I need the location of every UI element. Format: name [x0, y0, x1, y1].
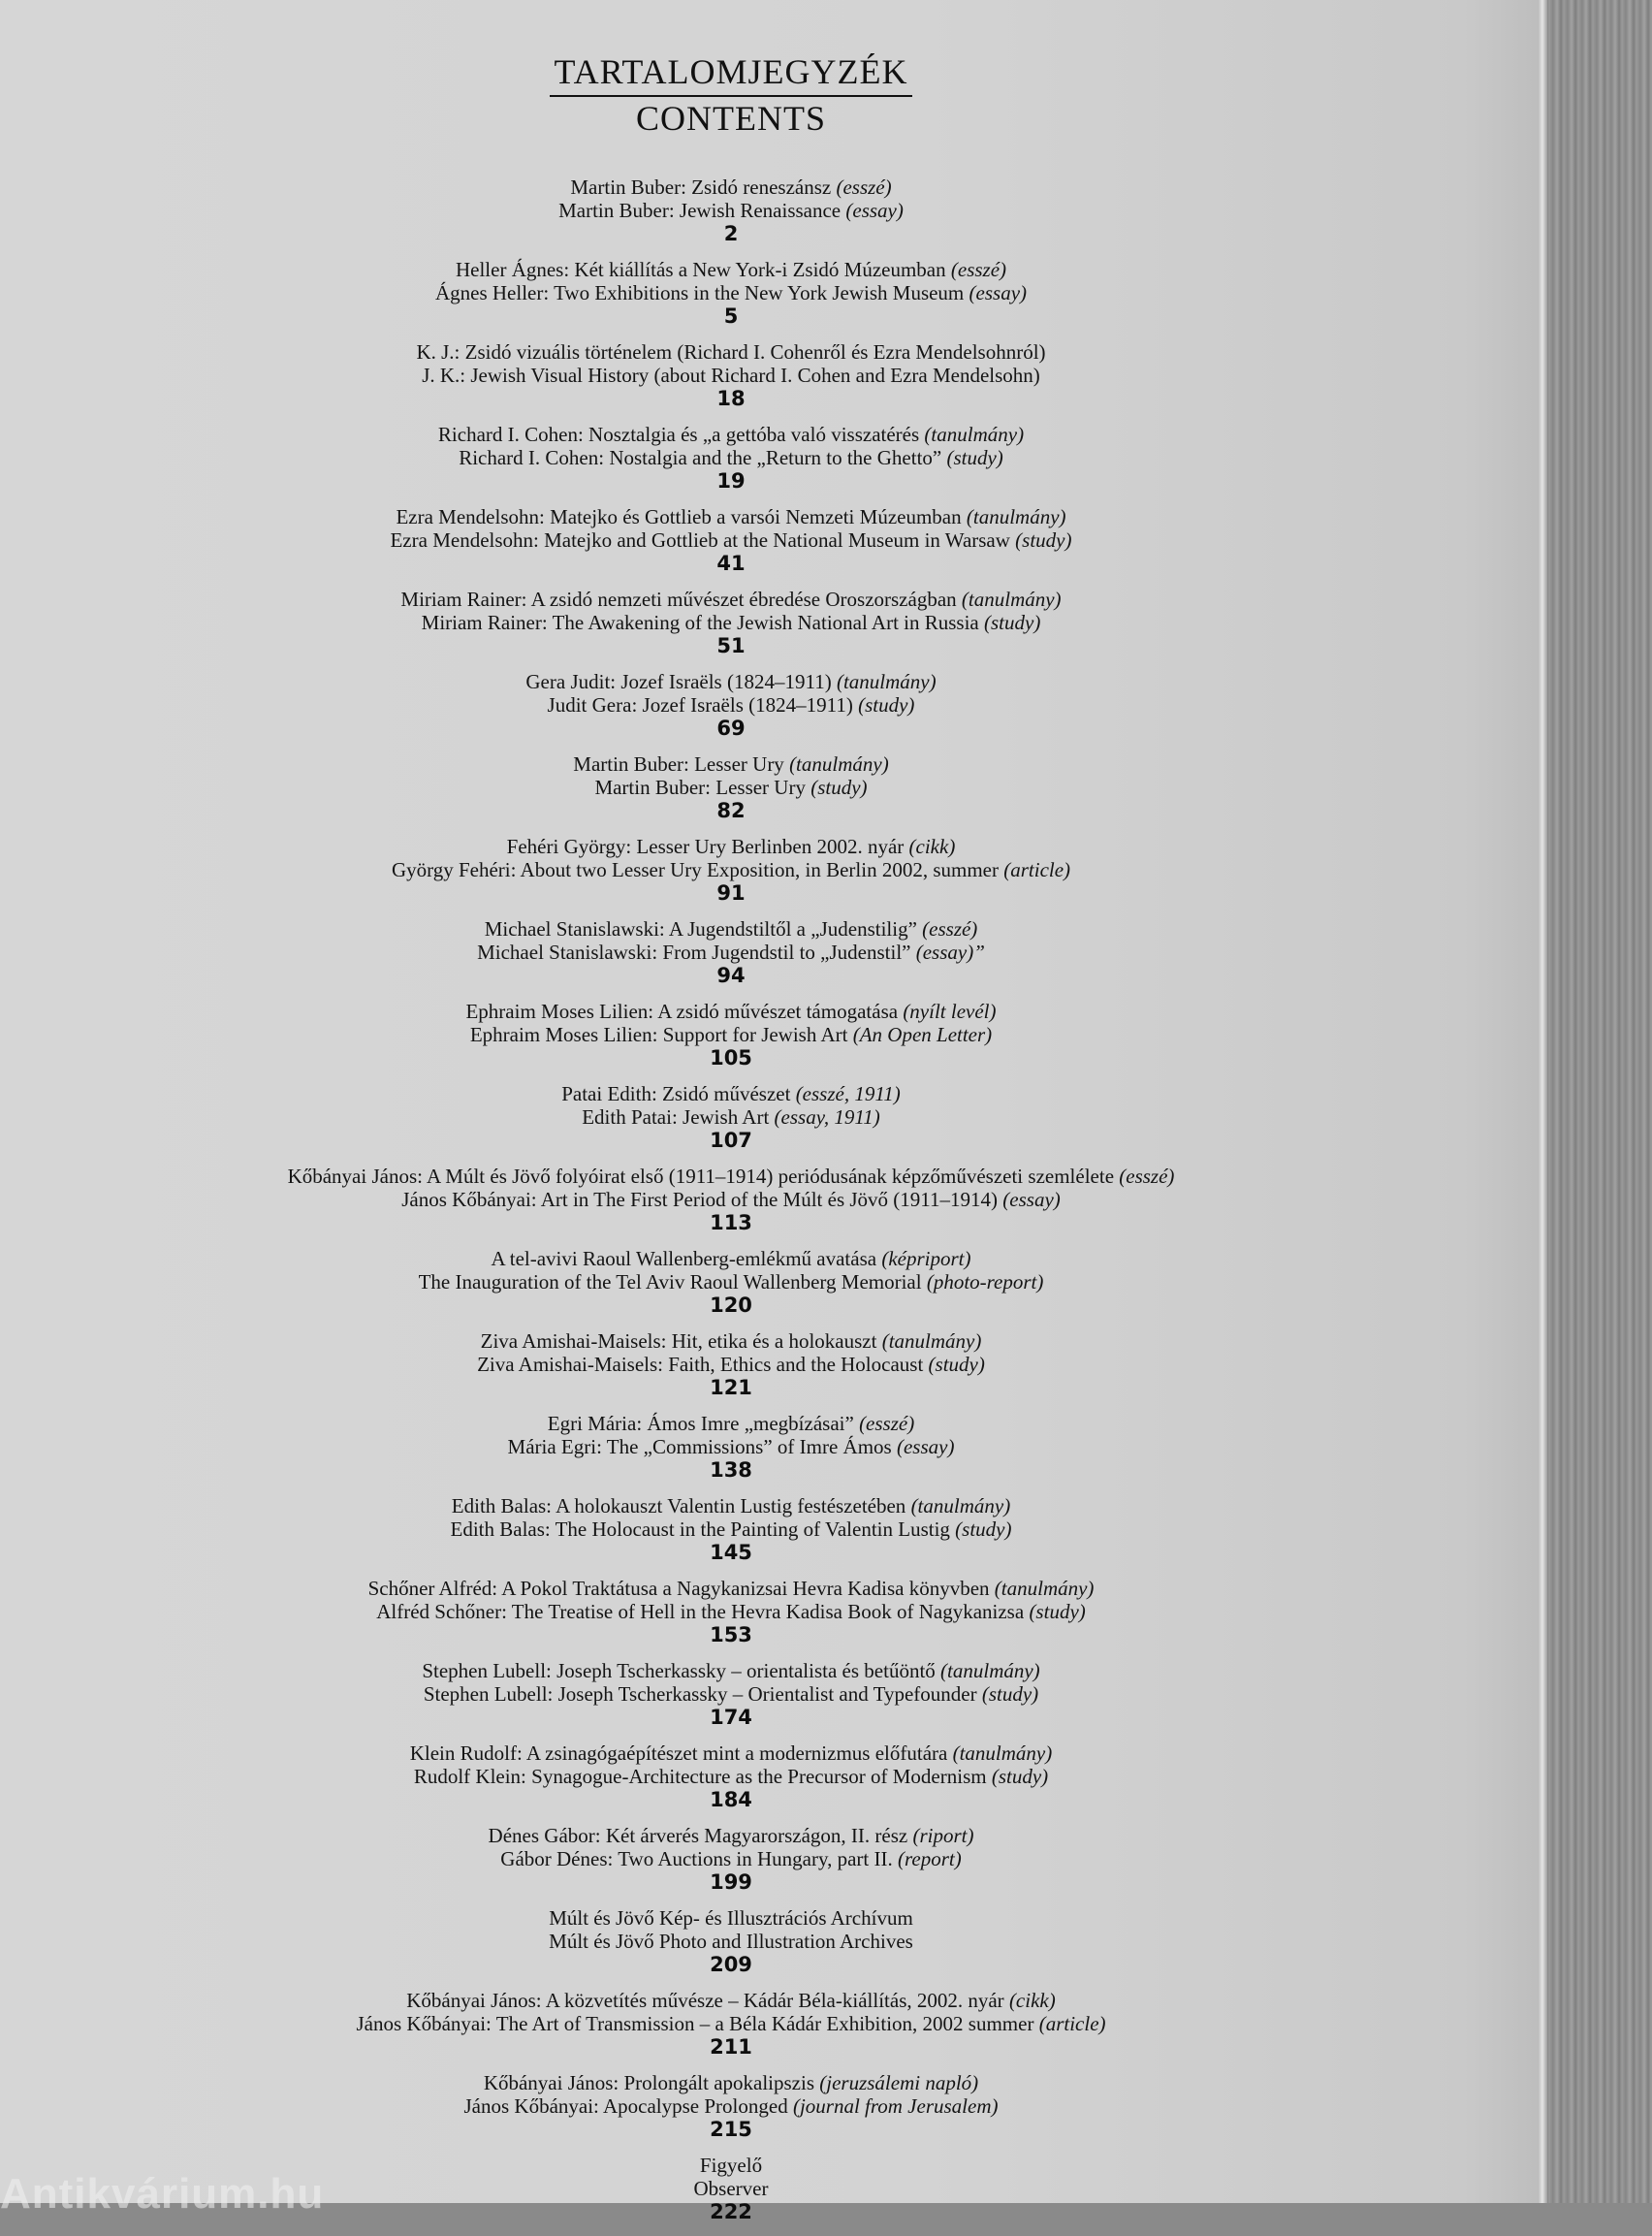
toc-page-number: 19: [716, 469, 746, 493]
toc-entry: [0, 423, 1462, 493]
toc-title-hu: [0, 1989, 1462, 2012]
toc-title-hu: [0, 1000, 1462, 1023]
toc-type-note: (tanulmány): [836, 670, 937, 693]
toc-page-number: 5: [723, 304, 739, 328]
toc-type-note: (study): [858, 693, 915, 717]
toc-title-text: Schőner Alfréd: A Pokol Traktátusa a Nagykanizsai Hevra Kadisa könyvben: [367, 1577, 990, 1600]
desk-background: [1532, 0, 1652, 2203]
toc-title-text: Gera Judit: Jozef Israëls (1824–1911): [525, 670, 832, 693]
toc-title-hu: [0, 1247, 1462, 1270]
toc-type-note: (study): [810, 776, 868, 799]
toc-page-number: 184: [710, 1788, 752, 1811]
toc-title-text: Múlt és Jövő Photo and Illustration Archives: [549, 1930, 913, 1953]
toc-title-text: Patai Edith: Zsidó művészet: [561, 1082, 791, 1105]
toc-page-number: 105: [710, 1046, 752, 1070]
toc-type-note: (study): [991, 1765, 1049, 1788]
toc-page-number: 121: [710, 1376, 752, 1399]
toc-type-note: (esszé, 1911): [795, 1082, 901, 1105]
toc-title-text: Ezra Mendelsohn: Matejko and Gottlieb at the National Museum in Warsaw: [390, 528, 1010, 552]
toc-title-text: Figyelő: [699, 2154, 763, 2177]
toc-title-text: Judit Gera: Jozef Israëls (1824–1911): [547, 693, 853, 717]
toc-entry: [0, 917, 1462, 987]
toc-page-number: 211: [710, 2035, 752, 2059]
toc-title-en: [0, 2012, 1462, 2035]
toc-title-text: Edith Balas: The Holocaust in the Painting of Valentin Lustig: [450, 1517, 950, 1541]
toc-title-text: Richard I. Cohen: Nostalgia and the „Return to the Ghetto”: [459, 446, 942, 469]
toc-entry: [0, 1082, 1462, 1152]
toc-type-note: (An Open Letter): [852, 1023, 993, 1046]
toc-title-text: Miriam Rainer: A zsidó nemzeti művészet ébredése Oroszországban: [400, 588, 957, 611]
toc-title-text: Alfréd Schőner: The Treatise of Hell in the Hevra Kadisa Book of Nagykanizsa: [376, 1600, 1025, 1623]
toc-title-hu: [0, 1165, 1462, 1188]
toc-type-note: (report): [897, 1847, 962, 1870]
toc-title-en: [0, 1353, 1462, 1376]
toc-page-number: 107: [710, 1129, 752, 1152]
toc-title-text: Michael Stanislawski: A Jugendstiltől a „Judenstilig”: [484, 917, 917, 941]
toc-page-number: 51: [716, 634, 746, 657]
toc-entry: [0, 1577, 1462, 1646]
toc-title-en: [0, 858, 1462, 881]
toc-entry: [0, 2071, 1462, 2141]
toc-title-text: Rudolf Klein: Synagogue-Architecture as the Precursor of Modernism: [413, 1765, 987, 1788]
toc-title-hu: [0, 1577, 1462, 1600]
toc-type-note: (tanulmány): [924, 423, 1025, 446]
toc-title-hu: [0, 1412, 1462, 1435]
toc-page-number: 69: [716, 717, 746, 740]
toc-title-en: [0, 1847, 1462, 1870]
toc-title-en: [0, 281, 1462, 304]
toc-title-hu: [0, 2071, 1462, 2094]
toc-title-hu: [0, 1659, 1462, 1682]
toc-entry: [0, 1659, 1462, 1729]
toc-type-note: (tanulmány): [952, 1741, 1053, 1765]
toc-title-text: János Kőbányai: The Art of Transmission – a Béla Kádár Exhibition, 2002 summer: [356, 2012, 1034, 2035]
toc-title-text: Gábor Dénes: Two Auctions in Hungary, part II.: [500, 1847, 893, 1870]
toc-title-en: [0, 941, 1462, 964]
toc-title-hu: [0, 588, 1462, 611]
toc-type-note: (article): [1003, 858, 1071, 881]
toc-title-text: Kőbányai János: A közvetítés művésze – Kádár Béla-kiállítás, 2002. nyár: [406, 1989, 1004, 2012]
toc-title-hu: [0, 1741, 1462, 1765]
toc-title-text: Stephen Lubell: Joseph Tscherkassky – orientalista és betűöntő: [422, 1659, 936, 1682]
toc-title-hu: [0, 670, 1462, 693]
toc-type-note: (esszé): [836, 176, 892, 199]
toc-title-en: [0, 1105, 1462, 1129]
toc-type-note: (cikk): [908, 835, 956, 858]
toc-title-text: Ezra Mendelsohn: Matejko és Gottlieb a varsói Nemzeti Múzeumban: [396, 505, 962, 528]
toc-title-text: Ephraim Moses Lilien: A zsidó művészet támogatása: [465, 1000, 899, 1023]
toc-title-en: [0, 364, 1462, 387]
contents-heading: [0, 50, 1462, 140]
toc-entry: [0, 1989, 1462, 2059]
toc-title-hu: [0, 1329, 1462, 1353]
toc-entry: [0, 340, 1462, 410]
title-hungarian: TARTALOMJEGYZÉK: [550, 50, 911, 97]
toc-type-note: (esszé): [950, 258, 1007, 281]
toc-title-text: János Kőbányai: Apocalypse Prolonged: [463, 2094, 788, 2118]
toc-title-hu: [0, 258, 1462, 281]
toc-page-number: 138: [710, 1458, 752, 1482]
toc-type-note: (study): [981, 1682, 1039, 1706]
toc-title-text: K. J.: Zsidó vizuális történelem (Richard I. Cohenről és Ezra Mendelsohnról): [416, 340, 1046, 364]
toc-page-number: 145: [710, 1541, 752, 1564]
toc-type-note: (study): [928, 1353, 985, 1376]
toc-title-en: [0, 611, 1462, 634]
toc-type-note: (tanulmány): [940, 1659, 1040, 1682]
toc-page-number: 215: [710, 2118, 752, 2141]
toc-page-number: 174: [710, 1706, 752, 1729]
toc-title-en: [0, 1188, 1462, 1211]
toc-title-text: Fehéri György: Lesser Ury Berlinben 2002. nyár: [506, 835, 905, 858]
toc-title-text: Heller Ágnes: Két kiállítás a New York-i Zsidó Múzeumban: [455, 258, 946, 281]
toc-page-number: 82: [716, 799, 746, 822]
toc-title-text: Martin Buber: Zsidó reneszánsz: [570, 176, 832, 199]
toc-title-text: Miriam Rainer: The Awakening of the Jewish National Art in Russia: [421, 611, 979, 634]
toc-title-text: Michael Stanislawski: From Jugendstil to „Judenstil”: [477, 941, 911, 964]
toc-title-text: Mária Egri: The „Commissions” of Imre Ámos: [507, 1435, 892, 1458]
toc-title-text: Ziva Amishai-Maisels: Hit, etika és a holokauszt: [480, 1329, 877, 1353]
toc-type-note: (esszé): [922, 917, 978, 941]
toc-title-text: A tel-avivi Raoul Wallenberg-emlékmű avatása: [491, 1247, 877, 1270]
toc-type-note: (esszé): [859, 1412, 915, 1435]
toc-entry: [0, 1824, 1462, 1894]
toc-type-note: (essay): [845, 199, 904, 222]
toc-entry: [0, 176, 1462, 245]
toc-title-hu: [0, 505, 1462, 528]
toc-title-text: Ephraim Moses Lilien: Support for Jewish Art: [469, 1023, 848, 1046]
toc-type-note: (study): [1015, 528, 1072, 552]
toc-type-note: (tanulmány): [966, 505, 1066, 528]
toc-title-en: [0, 446, 1462, 469]
toc-title-text: Martin Buber: Lesser Ury: [594, 776, 806, 799]
toc-title-hu: [0, 176, 1462, 199]
toc-page-number: 91: [716, 881, 746, 905]
toc-entry: [0, 835, 1462, 905]
toc-title-text: Kőbányai János: A Múlt és Jövő folyóirat első (1911–1914) periódusának képzőművészeti szemlélete: [287, 1165, 1115, 1188]
toc-page-number: 153: [710, 1623, 752, 1646]
toc-title-hu: [0, 917, 1462, 941]
toc-page-number: 94: [716, 964, 746, 987]
toc-page-number: 199: [710, 1870, 752, 1894]
toc-title-text: Múlt és Jövő Kép- és Illusztrációs Archívum: [549, 1906, 913, 1930]
toc-entry: [0, 1329, 1462, 1399]
toc-entry: [0, 1000, 1462, 1070]
toc-entry: [0, 258, 1462, 328]
toc-entry: [0, 670, 1462, 740]
toc-type-note: (esszé): [1119, 1165, 1175, 1188]
toc-type-note: (képriport): [881, 1247, 971, 1270]
toc-title-en: [0, 693, 1462, 717]
toc-type-note: (article): [1038, 2012, 1106, 2035]
toc-title-hu: [0, 835, 1462, 858]
toc-type-note: (study): [984, 611, 1041, 634]
toc-entry: [0, 1906, 1462, 1976]
toc-type-note: (essay, 1911): [774, 1105, 880, 1129]
toc-title-text: Egri Mária: Ámos Imre „megbízásai”: [547, 1412, 854, 1435]
toc-title-text: Kőbányai János: Prolongált apokalipszis: [483, 2071, 815, 2094]
toc-title-text: Martin Buber: Jewish Renaissance: [558, 199, 842, 222]
toc-type-note: (tanulmány): [910, 1494, 1011, 1517]
toc-type-note: (tanulmány): [994, 1577, 1095, 1600]
toc-type-note: (photo-report): [926, 1270, 1044, 1294]
toc-page-number: 2: [723, 222, 739, 245]
toc-entry: [0, 588, 1462, 657]
toc-title-en: [0, 1023, 1462, 1046]
toc-title-en: [0, 2094, 1462, 2118]
toc-title-text: Observer: [693, 2177, 769, 2200]
toc-entry: [0, 1247, 1462, 1317]
toc-page-number: 18: [716, 387, 746, 410]
toc-type-note: (essay): [969, 281, 1028, 304]
toc-title-text: Martin Buber: Lesser Ury: [573, 752, 784, 776]
toc-entry: [0, 1412, 1462, 1482]
toc-title-text: János Kőbányai: Art in The First Period of the Múlt és Jövő (1911–1914): [401, 1188, 999, 1211]
toc-title-text: Edith Balas: A holokauszt Valentin Lustig festészetében: [451, 1494, 906, 1517]
toc-title-hu: [0, 340, 1462, 364]
toc-title-en: [0, 1270, 1462, 1294]
toc-type-note: (cikk): [1008, 1989, 1056, 2012]
toc-title-hu: [0, 1824, 1462, 1847]
toc-title-text: Ziva Amishai-Maisels: Faith, Ethics and the Holocaust: [477, 1353, 924, 1376]
toc-title-en: [0, 199, 1462, 222]
toc-title-text: J. K.: Jewish Visual History (about Richard I. Cohen and Ezra Mendelsohn): [422, 364, 1040, 387]
title-english: CONTENTS: [636, 99, 826, 138]
toc-page-number: 222: [710, 2200, 752, 2223]
toc-title-hu: [0, 423, 1462, 446]
toc-type-note: (study): [1029, 1600, 1086, 1623]
toc-page-number: 209: [710, 1953, 752, 1976]
toc-entry: [0, 1741, 1462, 1811]
page-edge: [1538, 0, 1547, 2203]
toc-title-en: [0, 1765, 1462, 1788]
toc-type-note: (tanulmány): [961, 588, 1062, 611]
toc-page-number: 120: [710, 1294, 752, 1317]
toc-title-text: Edith Patai: Jewish Art: [582, 1105, 770, 1129]
toc-title-en: [0, 776, 1462, 799]
toc-title-en: [0, 1435, 1462, 1458]
toc-title-text: Richard I. Cohen: Nosztalgia és „a gettóba való visszatérés: [437, 423, 920, 446]
toc-entry: [0, 505, 1462, 575]
toc-type-note: (study): [946, 446, 1003, 469]
toc-entry: [0, 1165, 1462, 1234]
toc-type-note: (tanulmány): [789, 752, 889, 776]
toc-type-note: (essay): [1002, 1188, 1061, 1211]
toc-page-number: 113: [710, 1211, 752, 1234]
toc-title-text: Ágnes Heller: Two Exhibitions in the New York Jewish Museum: [434, 281, 965, 304]
table-of-contents: [0, 176, 1462, 2236]
toc-title-text: The Inauguration of the Tel Aviv Raoul Wallenberg Memorial: [418, 1270, 922, 1294]
toc-type-note: (essay)”: [915, 941, 985, 964]
toc-type-note: (essay): [896, 1435, 955, 1458]
toc-title-hu: [0, 1906, 1462, 1930]
toc-title-text: Klein Rudolf: A zsinagógaépítészet mint a modernizmus előfutára: [409, 1741, 948, 1765]
toc-title-en: [0, 1682, 1462, 1706]
toc-type-note: (nyílt levél): [903, 1000, 997, 1023]
toc-type-note: (riport): [912, 1824, 974, 1847]
toc-title-text: Stephen Lubell: Joseph Tscherkassky – Orientalist and Typefounder: [423, 1682, 977, 1706]
toc-title-text: Dénes Gábor: Két árverés Magyarországon, II. rész: [488, 1824, 908, 1847]
toc-title-en: [0, 1517, 1462, 1541]
toc-title-en: [0, 528, 1462, 552]
toc-entry: [0, 752, 1462, 822]
toc-type-note: (study): [955, 1517, 1012, 1541]
toc-type-note: (jeruzsálemi napló): [819, 2071, 979, 2094]
toc-type-note: (tanulmány): [881, 1329, 982, 1353]
toc-title-hu: [0, 1494, 1462, 1517]
watermark-logo: Antikvárium.hu: [0, 2170, 325, 2218]
toc-title-text: György Fehéri: About two Lesser Ury Exposition, in Berlin 2002, summer: [391, 858, 999, 881]
toc-title-en: [0, 1600, 1462, 1623]
toc-title-en: [0, 1930, 1462, 1953]
toc-entry: [0, 1494, 1462, 1564]
toc-page-number: 41: [716, 552, 746, 575]
toc-type-note: (journal from Jerusalem): [792, 2094, 999, 2118]
toc-title-hu: [0, 752, 1462, 776]
toc-title-hu: [0, 1082, 1462, 1105]
